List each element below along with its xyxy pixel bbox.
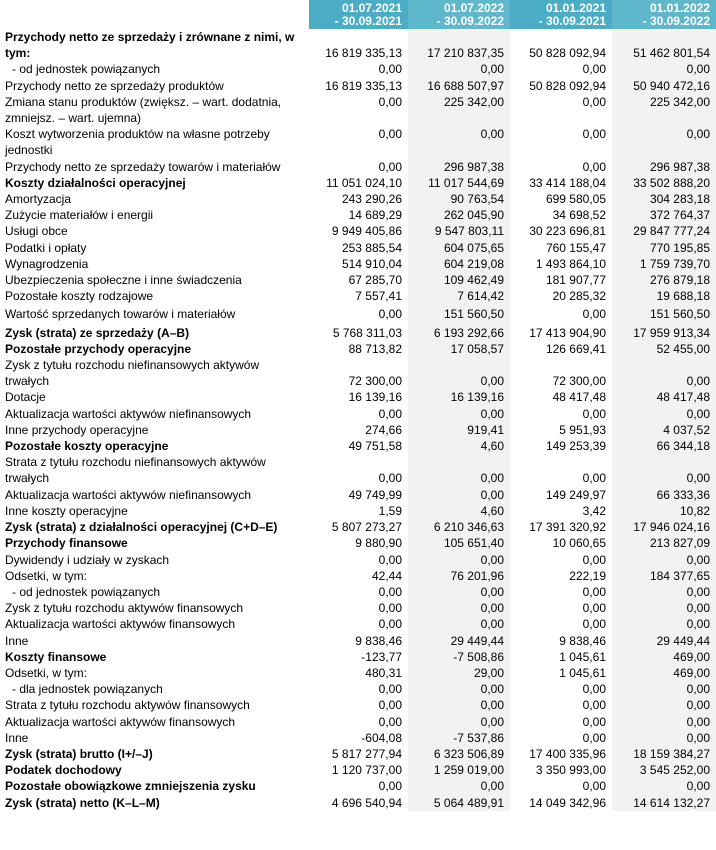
table-row	[0, 487, 716, 503]
row-label: Zysk (strata) brutto (I+/–J)	[5, 746, 153, 761]
row-value: 0,00	[408, 454, 510, 486]
row-label: - od jednostek powiązanych	[12, 584, 161, 599]
table-row	[0, 600, 716, 616]
table-row	[0, 323, 716, 341]
table-row	[0, 240, 716, 256]
row-value: 0,00	[582, 159, 606, 174]
row-value: 0,00	[582, 94, 606, 109]
table-row	[0, 633, 716, 649]
row-label: Podatek dochodowy	[5, 763, 122, 778]
row-value: 0,00	[408, 552, 510, 568]
row-value: 90 763,54	[408, 191, 510, 207]
row-value: 9 949 405,86	[331, 224, 402, 239]
row-value: 6 323 506,89	[408, 746, 510, 762]
row-label: Strata z tytułu rozchodu niefinansowych aktywów trwałych	[5, 455, 266, 486]
row-value: 469,00	[612, 665, 716, 681]
row-value: 243 290,26	[341, 192, 402, 207]
row-value: 514 910,04	[341, 256, 402, 271]
row-value: 0,00	[582, 584, 606, 599]
row-value: 17 400 335,96	[529, 746, 606, 761]
row-value: 14 689,29	[348, 208, 402, 223]
row-value: 0,00	[582, 617, 606, 632]
row-label: Pozostałe obowiązkowe zmniejszenia zysku	[5, 779, 256, 794]
row-value: 0,00	[378, 307, 402, 322]
row-value: 0,00	[378, 471, 402, 486]
row-value: 604 075,65	[408, 240, 510, 256]
row-value: 0,00	[612, 126, 716, 158]
table-row	[0, 697, 716, 713]
row-value: 919,41	[408, 422, 510, 438]
row-label: Zmiana stanu produktów (zwiększ. – wart. dodatnia, zmniejsz. – wart. ujemna)	[5, 94, 282, 126]
row-value: 76 201,96	[408, 568, 510, 584]
table-row	[0, 795, 716, 811]
table-row	[0, 535, 716, 551]
row-value: 50 940 472,16	[612, 78, 716, 94]
table-row	[0, 730, 716, 746]
row-value: 51 462 801,54	[612, 29, 716, 61]
table-row	[0, 503, 716, 519]
row-value: -123,77	[361, 649, 402, 664]
row-value: 29 449,44	[612, 633, 716, 649]
row-label: Inne przychody operacyjne	[5, 422, 149, 437]
row-value: 0,00	[378, 714, 402, 729]
row-value: 5 951,93	[559, 422, 606, 437]
period-header: 01.01.2022 - 30.09.2022	[612, 0, 716, 29]
row-value: 225 342,00	[408, 94, 510, 126]
row-value: 0,00	[408, 487, 510, 503]
row-value: 29,00	[408, 665, 510, 681]
row-label: Zysk z tytułu rozchodu niefinansowych aktywów trwałych	[5, 358, 260, 389]
row-value: 14 049 342,96	[529, 795, 606, 810]
row-value: 10 060,65	[552, 536, 606, 551]
row-value: 253 885,54	[341, 240, 402, 255]
table-row	[0, 519, 716, 535]
row-value: 1 259 019,00	[408, 762, 510, 778]
row-value: 0,00	[378, 698, 402, 713]
table-row	[0, 762, 716, 778]
row-value: 0,00	[378, 62, 402, 77]
row-label: Zużycie materiałów i energii	[5, 208, 154, 223]
row-value: 16 819 335,13	[325, 46, 402, 61]
table-row	[0, 191, 716, 207]
row-value: 49 751,58	[348, 439, 402, 454]
row-value: 0,00	[378, 406, 402, 421]
row-value: 0,00	[378, 94, 402, 109]
row-label: Zysk z tytułu rozchodu aktywów finansowych	[5, 601, 244, 616]
table-row	[0, 389, 716, 405]
row-value: 0,00	[612, 730, 716, 746]
row-value: 5 768 311,03	[332, 325, 402, 340]
row-value: 18 159 384,27	[612, 746, 716, 762]
row-label: Inne	[5, 633, 29, 648]
row-value: 0,00	[612, 714, 716, 730]
table-row	[0, 175, 716, 191]
row-value: 4,60	[408, 503, 510, 519]
row-value: 0,00	[582, 779, 606, 794]
row-value: 0,00	[378, 552, 402, 567]
row-value: 0,00	[408, 126, 510, 158]
row-value: 0,00	[612, 454, 716, 486]
row-value: 0,00	[582, 127, 606, 142]
row-label: Koszt wytworzenia produktów na własne potrzeby jednostki	[5, 127, 270, 158]
row-value: 16 139,16	[408, 389, 510, 405]
row-value: 0,00	[582, 471, 606, 486]
table-row	[0, 454, 716, 486]
row-label: Dywidendy i udziały w zyskach	[5, 552, 170, 567]
row-value: 29 449,44	[408, 633, 510, 649]
row-label: Usługi obce	[5, 224, 68, 239]
row-value: 0,00	[408, 584, 510, 600]
row-value: 50 828 092,94	[529, 46, 606, 61]
row-value: 225 342,00	[612, 94, 716, 126]
table-row	[0, 341, 716, 357]
row-value: 0,00	[612, 357, 716, 389]
row-value: 16 819 335,13	[325, 78, 402, 93]
row-value: 0,00	[612, 681, 716, 697]
row-value: 29 847 777,24	[612, 223, 716, 239]
row-value: 0,00	[408, 600, 510, 616]
table-row	[0, 126, 716, 158]
row-value: 0,00	[408, 778, 510, 794]
row-value: 4 037,52	[612, 422, 716, 438]
row-value: 6 193 292,66	[408, 323, 510, 341]
row-value: 0,00	[582, 307, 606, 322]
row-value: 0,00	[408, 357, 510, 389]
row-label: Wynagrodzenia	[5, 256, 89, 271]
row-value: 33 414 188,04	[529, 175, 606, 190]
row-label: Inne koszty operacyjne	[5, 503, 128, 518]
row-value: 274,66	[365, 422, 402, 437]
row-value: 67 285,70	[348, 273, 402, 288]
row-value: 126 669,41	[545, 341, 606, 356]
row-value: 0,00	[378, 682, 402, 697]
row-value: 604 219,08	[408, 256, 510, 272]
row-value: 372 764,37	[612, 207, 716, 223]
table-row	[0, 552, 716, 568]
row-value: 49 749,99	[348, 487, 402, 502]
row-label: - od jednostek powiązanych	[12, 62, 161, 77]
table-row	[0, 714, 716, 730]
table-row	[0, 304, 716, 322]
row-value: 181 907,77	[545, 273, 606, 288]
table-row	[0, 29, 716, 61]
row-label: Dotacje	[5, 390, 46, 405]
row-label: Przychody finansowe	[5, 536, 128, 551]
row-value: 213 827,09	[612, 535, 716, 551]
table-row	[0, 78, 716, 94]
row-value: 5 064 489,91	[408, 795, 510, 811]
row-value: 0,00	[378, 617, 402, 632]
row-value: 1 045,61	[559, 649, 606, 664]
row-value: 42,44	[371, 568, 402, 583]
row-value: 1,59	[378, 503, 402, 518]
row-value: 0,00	[582, 62, 606, 77]
row-value: 9 547 803,11	[408, 223, 510, 239]
row-value: 6 210 346,63	[408, 519, 510, 535]
row-value: 296 987,38	[408, 159, 510, 175]
row-value: 0,00	[408, 616, 510, 632]
row-value: 9 838,46	[355, 633, 402, 648]
row-value: 33 502 888,20	[612, 175, 716, 191]
row-value: 0,00	[408, 697, 510, 713]
row-value: -7 537,86	[408, 730, 510, 746]
row-label: Pozostałe przychody operacyjne	[5, 341, 192, 356]
row-value: 17 959 913,34	[612, 323, 716, 341]
row-value: 14 614 132,27	[612, 795, 716, 811]
period-header: 01.07.2022 - 30.09.2022	[408, 0, 510, 29]
row-value: 469,00	[612, 649, 716, 665]
row-value: 5 817 277,94	[331, 746, 402, 761]
row-value: 48 417,48	[552, 390, 606, 405]
row-value: 50 828 092,94	[529, 78, 606, 93]
row-value: 0,00	[612, 616, 716, 632]
row-value: 0,00	[612, 61, 716, 77]
row-label: Pozostałe koszty operacyjne	[5, 439, 169, 454]
row-value: 9 880,90	[355, 536, 402, 551]
row-value: 0,00	[378, 779, 402, 794]
row-value: 0,00	[582, 406, 606, 421]
row-value: 11 017 544,69	[408, 175, 510, 191]
row-value: 66 333,36	[612, 487, 716, 503]
row-value: 10,82	[612, 503, 716, 519]
table-row	[0, 681, 716, 697]
row-value: 0,00	[612, 600, 716, 616]
row-value: 0,00	[612, 584, 716, 600]
row-value: 7 557,41	[355, 289, 402, 304]
row-value: 0,00	[582, 698, 606, 713]
row-value: 0,00	[408, 406, 510, 422]
row-value: 0,00	[582, 601, 606, 616]
table-row	[0, 357, 716, 389]
row-value: 0,00	[582, 682, 606, 697]
row-value: 109 462,49	[408, 272, 510, 288]
row-label: Aktualizacja wartości aktywów finansowych	[5, 714, 236, 729]
row-label: Zysk (strata) z działalności operacyjnej (C+D–E)	[5, 520, 278, 535]
row-value: 3 350 993,00	[535, 763, 606, 778]
row-value: 0,00	[378, 584, 402, 599]
row-value: 0,00	[378, 601, 402, 616]
row-value: 222,19	[569, 568, 606, 583]
row-value: 760 155,47	[545, 240, 606, 255]
row-label: Odsetki, w tym:	[5, 665, 88, 680]
row-value: 276 879,18	[612, 272, 716, 288]
row-value: 0,00	[582, 730, 606, 745]
row-label: Zysk (strata) ze sprzedaży (A–B)	[5, 325, 190, 340]
row-label: Odsetki, w tym:	[5, 568, 88, 583]
row-value: 0,00	[582, 714, 606, 729]
row-value: 1 045,61	[559, 665, 606, 680]
table-row	[0, 406, 716, 422]
table-row	[0, 223, 716, 239]
row-label: Aktualizacja wartości aktywów finansowych	[5, 617, 236, 632]
table-row	[0, 256, 716, 272]
row-value: 72 300,00	[552, 374, 606, 389]
row-value: 0,00	[378, 159, 402, 174]
row-value: 151 560,50	[612, 304, 716, 322]
row-value: 770 195,85	[612, 240, 716, 256]
table-row	[0, 159, 716, 175]
row-value: 3 545 252,00	[612, 762, 716, 778]
row-value: 262 045,90	[408, 207, 510, 223]
row-label: Pozostałe koszty rodzajowe	[5, 289, 154, 304]
header-row	[0, 0, 716, 29]
row-value: 17 210 837,35	[408, 29, 510, 61]
table-row	[0, 94, 716, 126]
row-value: 5 807 273,27	[331, 520, 402, 535]
row-value: 0,00	[378, 127, 402, 142]
table-row	[0, 568, 716, 584]
row-label: Koszty działalności operacyjnej	[5, 175, 186, 190]
row-value: 151 560,50	[408, 304, 510, 322]
row-label: Wartość sprzedanych towarów i materiałów	[5, 307, 236, 322]
row-value: 16 688 507,97	[408, 78, 510, 94]
row-label: Inne	[5, 730, 29, 745]
row-value: 30 223 696,81	[529, 224, 606, 239]
row-value: 52 455,00	[612, 341, 716, 357]
row-value: 20 285,32	[552, 289, 606, 304]
row-value: 72 300,00	[348, 374, 402, 389]
row-value: 3,42	[582, 503, 606, 518]
table-row	[0, 272, 716, 288]
row-label: Koszty finansowe	[5, 649, 107, 664]
row-value: 1 493 864,10	[535, 256, 606, 271]
row-value: 17 413 904,90	[529, 325, 606, 340]
row-value: 296 987,38	[612, 159, 716, 175]
row-value: 0,00	[612, 778, 716, 794]
header-blank	[0, 0, 309, 29]
row-value: 0,00	[612, 406, 716, 422]
row-value: 0,00	[582, 552, 606, 567]
row-label: Przychody netto ze sprzedaży towarów i materiałów	[5, 159, 281, 174]
table-row	[0, 616, 716, 632]
row-value: 7 614,42	[408, 288, 510, 304]
row-label: Zysk (strata) netto (K–L–M)	[5, 795, 160, 810]
row-value: 4 696 540,94	[331, 795, 402, 810]
row-value: 1 759 739,70	[612, 256, 716, 272]
table-row	[0, 207, 716, 223]
row-value: 16 139,16	[348, 390, 402, 405]
table-row	[0, 288, 716, 304]
table-row	[0, 649, 716, 665]
row-label: Podatki i opłaty	[5, 240, 87, 255]
row-label: Strata z tytułu rozchodu aktywów finansowych	[5, 698, 250, 713]
row-value: 17 946 024,16	[612, 519, 716, 535]
row-label: - dla jednostek powiązanych	[12, 682, 163, 697]
row-value: 0,00	[408, 714, 510, 730]
table-row	[0, 584, 716, 600]
period-header: 01.07.2021 - 30.09.2021	[309, 0, 408, 29]
row-value: 304 283,18	[612, 191, 716, 207]
row-label: Aktualizacja wartości aktywów niefinansowych	[5, 406, 252, 421]
table-row	[0, 665, 716, 681]
row-label: Amortyzacja	[5, 192, 72, 207]
row-value: 0,00	[408, 61, 510, 77]
row-value: 34 698,52	[552, 208, 606, 223]
row-value: 149 249,97	[545, 487, 606, 502]
table-row	[0, 438, 716, 454]
row-value: 184 377,65	[612, 568, 716, 584]
table-row	[0, 778, 716, 794]
row-value: 4,60	[408, 438, 510, 454]
row-value: 88 713,82	[348, 341, 402, 356]
row-value: 66 344,18	[612, 438, 716, 454]
row-value: 1 120 737,00	[331, 763, 402, 778]
row-value: 17 391 320,92	[529, 520, 606, 535]
row-value: 9 838,46	[559, 633, 606, 648]
row-value: 105 651,40	[408, 535, 510, 551]
table-row	[0, 746, 716, 762]
row-value: 0,00	[408, 681, 510, 697]
row-value: 11 051 024,10	[326, 175, 402, 190]
table-row	[0, 61, 716, 77]
row-value: -7 508,86	[408, 649, 510, 665]
row-value: 149 253,39	[545, 439, 606, 454]
row-label: Przychody netto ze sprzedaży produktów	[5, 78, 224, 93]
row-value: 19 688,18	[612, 288, 716, 304]
row-value: 48 417,48	[612, 389, 716, 405]
row-value: -604,08	[361, 730, 402, 745]
row-label: Aktualizacja wartości aktywów niefinansowych	[5, 487, 252, 502]
table-row	[0, 422, 716, 438]
row-value: 699 580,05	[545, 192, 606, 207]
row-value: 480,31	[365, 665, 402, 680]
row-value: 0,00	[612, 697, 716, 713]
period-header: 01.01.2021 - 30.09.2021	[510, 0, 612, 29]
row-value: 17 058,57	[408, 341, 510, 357]
row-value: 0,00	[612, 552, 716, 568]
row-label: Przychody netto ze sprzedaży i zrównane z nimi, w tym:	[5, 30, 295, 61]
row-label: Ubezpieczenia społeczne i inne świadczenia	[5, 273, 242, 288]
